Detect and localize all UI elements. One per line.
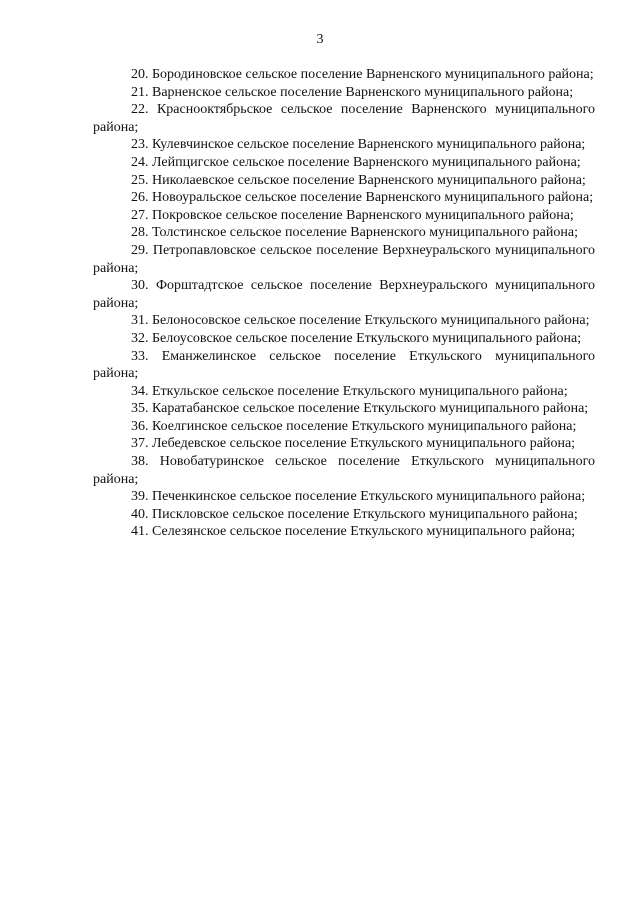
list-item: [93, 312, 595, 330]
item-text: Варненское сельское поселение Варненского муниципального района;: [152, 84, 574, 100]
list-item: [93, 101, 595, 136]
item-number: 22.: [131, 102, 149, 118]
item-number: 36.: [131, 418, 149, 434]
item-text: Новобатуринское сельское поселение Еткульского муниципального района;: [93, 454, 595, 487]
item-text: Коелгинское сельское поселение Еткульского муниципального района;: [152, 418, 577, 434]
item-number: 23.: [131, 137, 149, 153]
item-text: Еткульское сельское поселение Еткульского муниципального района;: [152, 383, 568, 399]
item-number: 21.: [131, 84, 149, 100]
item-number: 38.: [131, 454, 149, 470]
list-item: [93, 84, 595, 102]
item-text: Краснооктябрьское сельское поселение Варненского муниципального района;: [93, 102, 595, 135]
list-item: [93, 418, 595, 436]
list-item: [93, 207, 595, 225]
page-number: 3: [316, 32, 324, 47]
item-number: 39.: [131, 489, 149, 505]
item-number: 20.: [131, 67, 149, 82]
item-number: 31.: [131, 313, 149, 329]
item-text: Лейпцигское сельское поселение Варненского муниципального района;: [152, 154, 581, 170]
item-number: 41.: [131, 524, 149, 540]
list-item: [93, 488, 595, 506]
list-item: [93, 523, 595, 541]
list-item: [93, 154, 595, 172]
item-number: 24.: [131, 154, 149, 170]
item-text: Пискловское сельское поселение Еткульского муниципального района;: [152, 506, 578, 522]
item-text: Новоуральское сельское поселение Варненского муниципального района;: [152, 190, 594, 206]
item-number: 40.: [131, 506, 149, 522]
list-item: [93, 224, 595, 242]
list-item: [93, 383, 595, 401]
list-item: [93, 435, 595, 453]
item-text: Еманжелинское сельское поселение Еткульского муниципального района;: [93, 348, 596, 382]
list-item: [93, 66, 595, 84]
item-text: Бородиновское сельское поселение Варненского муниципального района;: [152, 67, 594, 82]
item-number: 33.: [131, 348, 149, 364]
item-text: Лебедевское сельское поселение Еткульского муниципального района;: [152, 436, 576, 452]
item-number: 32.: [131, 330, 149, 346]
item-number: 27.: [131, 207, 149, 223]
list-item: [93, 453, 595, 488]
item-number: 26.: [131, 190, 149, 206]
item-number: 29.: [131, 242, 149, 258]
item-number: 35.: [131, 401, 149, 417]
item-text: Покровское сельское поселение Варненского муниципального района;: [152, 207, 574, 223]
list-item: [93, 400, 595, 418]
list-item: [93, 172, 595, 190]
item-text: Николаевское сельское поселение Варненского муниципального района;: [152, 172, 586, 188]
item-text: Петропавловское сельское поселение Верхнеуральского муниципального района;: [93, 242, 596, 276]
item-text: Селезянское сельское поселение Еткульского муниципального района;: [152, 524, 576, 540]
item-number: 37.: [131, 436, 149, 452]
item-text: Белоносовское сельское поселение Еткульского муниципального района;: [152, 313, 590, 329]
item-text: Белоусовское сельское поселение Еткульского муниципального района;: [152, 330, 582, 346]
list-item: [93, 506, 595, 524]
item-number: 25.: [131, 172, 149, 188]
list-item: [93, 277, 595, 312]
item-text: Каратабанское сельское поселение Еткульского муниципального района;: [152, 401, 589, 417]
item-text: Форштадтское сельское поселение Верхнеуральского муниципального района;: [93, 278, 596, 311]
list-item: [93, 189, 595, 207]
item-number: 30.: [131, 278, 149, 294]
item-text: Кулевчинское сельское поселение Варненского муниципального района;: [152, 137, 586, 153]
settlement-list: [93, 66, 595, 541]
item-number: 34.: [131, 383, 149, 399]
item-number: 28.: [131, 225, 149, 241]
list-item: [93, 348, 595, 383]
list-item: [93, 136, 595, 154]
list-item: [93, 242, 595, 277]
item-text: Толстинское сельское поселение Варненского муниципального района;: [152, 225, 578, 241]
item-text: Печенкинское сельское поселение Еткульского муниципального района;: [152, 489, 586, 505]
list-item: [93, 330, 595, 348]
